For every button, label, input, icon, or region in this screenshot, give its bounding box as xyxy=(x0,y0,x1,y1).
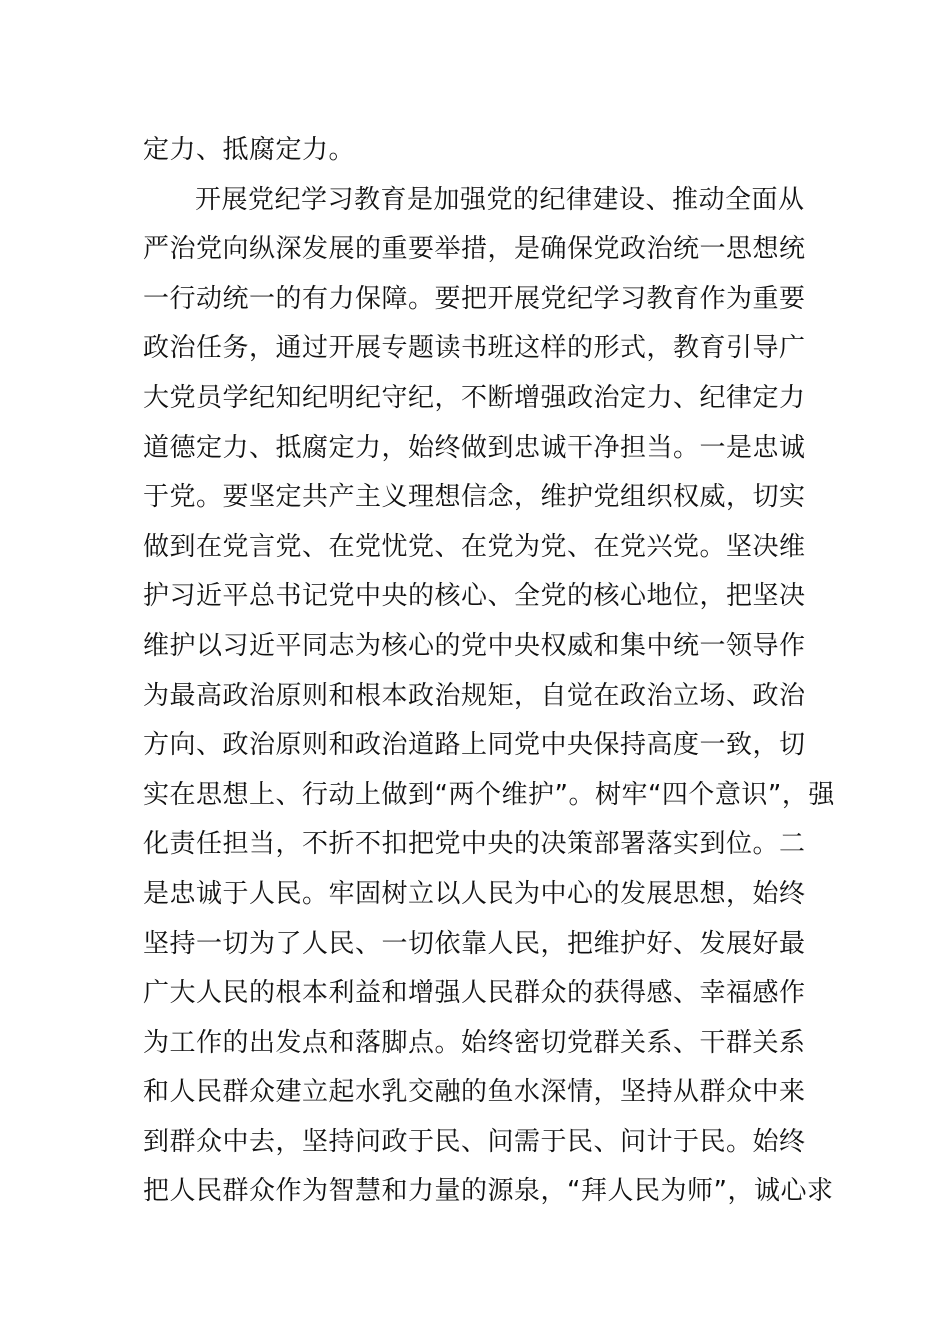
document-body xyxy=(143,126,835,1217)
text-line: 严治党向纵深发展的重要举措，是确保党政治统一思想统 xyxy=(143,234,806,265)
text-line: 道德定力、抵腐定力，始终做到忠诚干净担当。一是忠诚 xyxy=(143,432,806,463)
text-line: 维护以习近平同志为核心的党中央权威和集中统一领导作 xyxy=(143,630,806,661)
text-line: 大党员学纪知纪明纪守纪，不断增强政治定力、纪律定力 xyxy=(143,382,806,413)
text-line: 到群众中去，坚持问政于民、问需于民、问计于民。始终 xyxy=(143,1126,806,1157)
text-line: 化责任担当，不折不扣把党中央的决策部署落实到位。二 xyxy=(143,829,806,860)
text-line: 为工作的出发点和落脚点。始终密切党群关系、干群关系 xyxy=(143,1027,806,1058)
text-line: 是忠诚于人民。牢固树立以人民为中心的发展思想，始终 xyxy=(143,878,806,909)
text-line: 为最高政治原则和根本政治规矩，自觉在政治立场、政治 xyxy=(143,680,806,711)
text-line: 方向、政治原则和政治道路上同党中央保持高度一致，切 xyxy=(143,730,806,761)
text-line: 坚持一切为了人民、一切依靠人民，把维护好、发展好最 xyxy=(143,928,806,959)
text-line: 定力、抵腐定力。 xyxy=(143,135,356,165)
text-line: 政治任务，通过开展专题读书班这样的形式，教育引导广 xyxy=(143,333,806,364)
paragraph-first-line: 开展党纪学习教育是加强党的纪律建设、推动全面从 xyxy=(195,184,805,215)
text-line: 一行动统一的有力保障。要把开展党纪学习教育作为重要 xyxy=(143,283,806,314)
text-line: 把人民群众作为智慧和力量的源泉，“拜人民为师”，诚心求 xyxy=(143,1176,834,1207)
text-line: 实在思想上、行动上做到“两个维护”。树牢“四个意识”，强 xyxy=(143,779,835,810)
text-line: 广大人民的根本利益和增强人民群众的获得感、幸福感作 xyxy=(143,978,806,1009)
text-line: 做到在党言党、在党忧党、在党为党、在党兴党。坚决维 xyxy=(143,531,806,562)
text-line: 和人民群众建立起水乳交融的鱼水深情，坚持从群众中来 xyxy=(143,1077,806,1108)
text-line: 于党。要坚定共产主义理想信念，维护党组织权威，切实 xyxy=(143,482,806,513)
text-line: 护习近平总书记党中央的核心、全党的核心地位，把坚决 xyxy=(143,581,806,612)
